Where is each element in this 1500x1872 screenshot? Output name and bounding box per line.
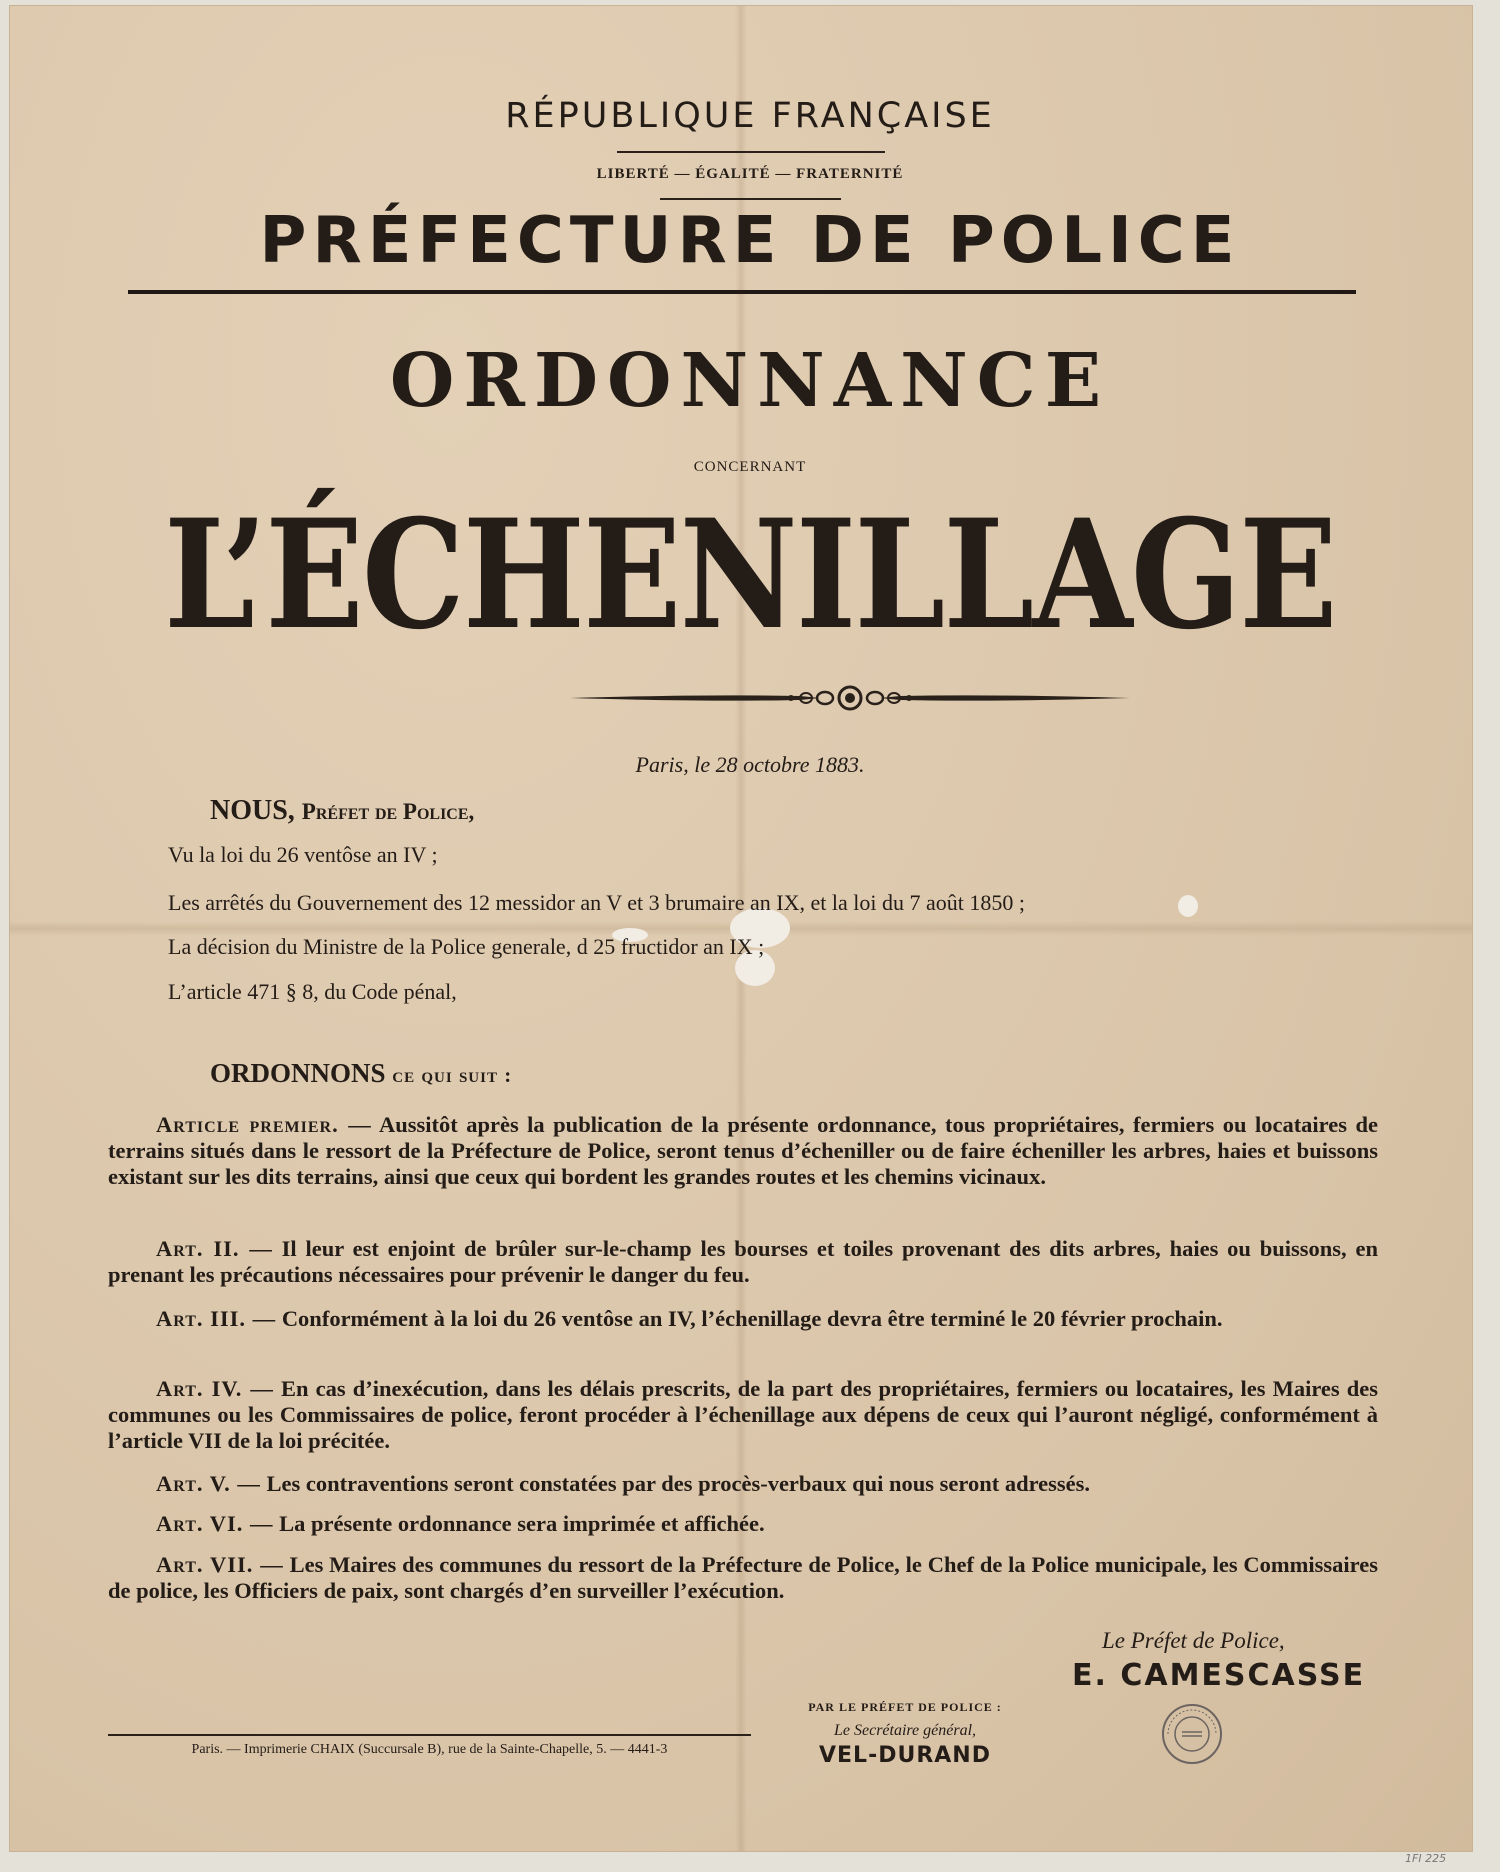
ordonnons-word: ORDONNONS: [210, 1058, 386, 1088]
article-number: Art. II. —: [156, 1236, 273, 1261]
consideration-line: L’article 471 § 8, du Code pénal,: [168, 979, 457, 1004]
article: [108, 1376, 1378, 1454]
prefecture-heading: PRÉFECTURE DE POLICE: [259, 204, 1241, 278]
article-text: La présente ordonnance sera imprimée et affichée.: [279, 1511, 765, 1536]
concernant-label: CONCERNANT: [693, 459, 807, 475]
countersign-title: Le Secrétaire général,: [833, 1722, 977, 1739]
signature-name: E. CAMESCASSE: [1072, 1658, 1366, 1693]
consideration-line: Les arrêtés du Gouvernement des 12 messidor an V et 3 brumaire an IX, et la loi du 7 août 1850 ;: [168, 890, 1025, 915]
countersign-name: VEL-DURAND: [819, 1743, 991, 1768]
article: [108, 1471, 1378, 1497]
archive-stamp: [1160, 1702, 1224, 1766]
ordonnons-rest: ce qui suit :: [392, 1063, 513, 1087]
article-number: Article premier. —: [156, 1112, 372, 1137]
article-number: Art. VI. —: [156, 1511, 274, 1536]
signature-title: Le Préfet de Police,: [1102, 1628, 1285, 1653]
article: [108, 1112, 1378, 1190]
article-number: Art. VII. —: [156, 1552, 284, 1577]
article-text: Aussitôt après la publication de la présente ordonnance, tous propriétaires, fermiers ou locataires de terrains situés dans le ressort de la Préfecture de Police, seront tenus d’écheniller ou de faire écheniller les arbres, haies et buissons existant sur les dits terrains, ainsi que ceux qui bordent les grandes routes et les chemins vicinaux.: [108, 1112, 1378, 1189]
article-number: Art. III. —: [156, 1306, 277, 1331]
article-text: Les Maires des communes du ressort de la Préfecture de Police, le Chef de la Police municipale, les Commissaires de police, les Officiers de paix, sont chargés d’en surveiller l’exécution.: [108, 1552, 1378, 1603]
article-number: Art. IV. —: [156, 1376, 274, 1401]
article: [108, 1511, 1378, 1537]
subject-title: L’ÉCHENILLAGE: [164, 487, 1336, 663]
ordonnance-title: ORDONNANCE: [389, 338, 1111, 424]
prefet-title: Préfet de Police,: [301, 799, 475, 824]
article: [108, 1552, 1378, 1604]
heading-rule: [128, 290, 1356, 294]
dateline: Paris, le 28 octobre 1883.: [635, 752, 865, 777]
article-number: Art. V. —: [156, 1471, 261, 1496]
preamble-nous: [210, 795, 474, 827]
divider: [617, 151, 885, 153]
printer-imprint: Paris. — Imprimerie CHAIX (Succursale B), rue de la Sainte-Chapelle, 5. — 4441-3: [191, 1742, 668, 1757]
article-text: Il leur est enjoint de brûler sur-le-champ les bourses et toiles provenant des dits arbres, haies ou buissons, en prenant les précautions nécessaires pour prévenir le danger du feu.: [108, 1236, 1378, 1287]
article: [108, 1306, 1378, 1332]
article-text: En cas d’inexécution, dans les délais prescrits, de la part des propriétaires, fermiers ou locataires, les Maires des communes ou les Commissaires de police, feront procéder à l’échenillage aux dépens de ceux qui l’auront négligé, conformément à l’article VII de la loi précitée.: [108, 1376, 1379, 1453]
consideration-line: La décision du Ministre de la Police generale, d 25 fructidor an IX ;: [168, 934, 765, 959]
article-text: Conformément à la loi du 26 ventôse an IV, l’échenillage devra être terminé le 20 février prochain.: [281, 1306, 1223, 1331]
nous-word: NOUS,: [210, 795, 295, 826]
divider: [660, 198, 841, 200]
imprint-rule: [108, 1734, 751, 1736]
article: [108, 1236, 1378, 1288]
paper-tear: [1178, 895, 1198, 917]
motto: LIBERTÉ — ÉGALITÉ — FRATERNITÉ: [596, 166, 904, 182]
consideration-line: Vu la loi du 26 ventôse an IV ;: [168, 842, 438, 867]
ordonnons-heading: [210, 1058, 512, 1089]
catalog-mark: 1FI 225: [1405, 1852, 1447, 1865]
ornament-divider: [570, 680, 1130, 716]
article-text: Les contraventions seront constatées par des procès-verbaux qui nous seront adressés.: [266, 1471, 1091, 1496]
countersign-line: PAR LE PRÉFET DE POLICE :: [808, 1700, 1002, 1714]
republic-heading: RÉPUBLIQUE FRANÇAISE: [505, 96, 995, 136]
